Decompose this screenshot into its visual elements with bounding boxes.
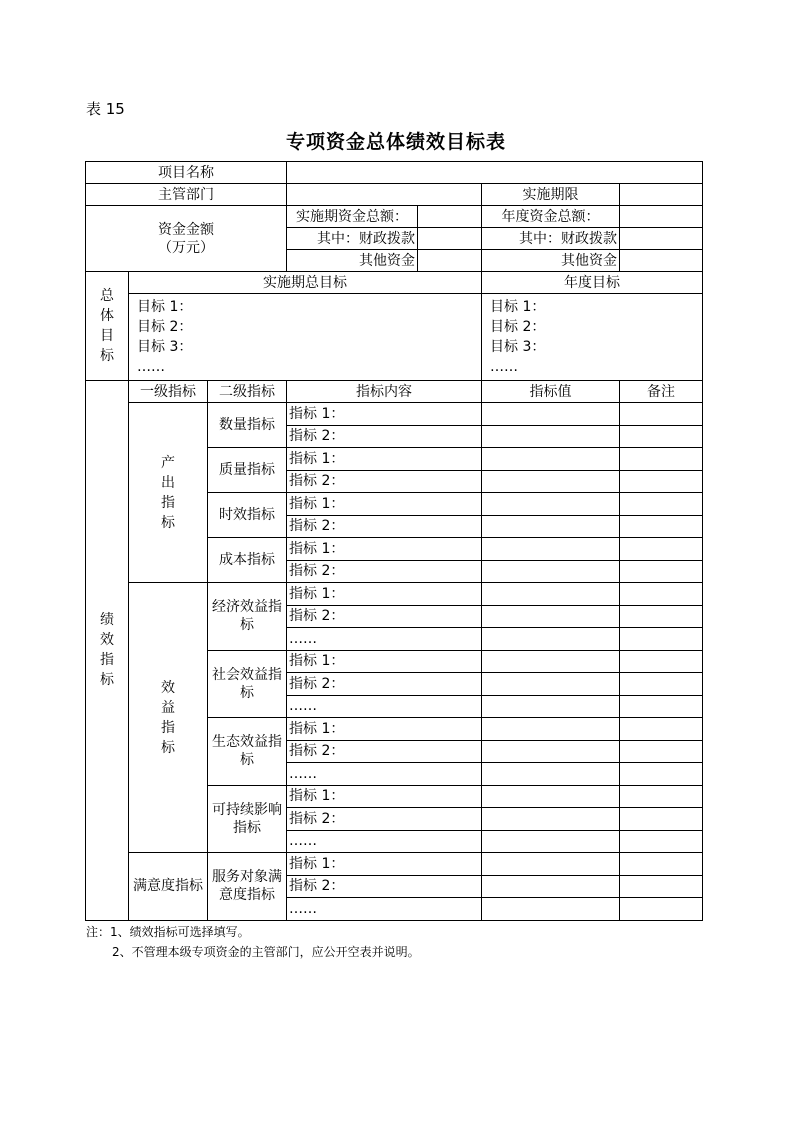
indicator-value-cell[interactable]: [482, 673, 620, 696]
indicator-content-cell[interactable]: 指标 2：: [287, 560, 482, 583]
indicator-value-cell[interactable]: [482, 830, 620, 853]
indicator-content-cell[interactable]: 指标 2：: [287, 673, 482, 696]
table-number: 表 15: [86, 100, 125, 118]
period-label: 实施期限: [482, 184, 620, 206]
goal-item: ……: [490, 359, 519, 375]
indicator-content-cell[interactable]: ……: [287, 695, 482, 718]
indicator-value-cell[interactable]: [482, 785, 620, 808]
funds-unit-text: （万元）: [158, 239, 214, 256]
funds-label-text: 资金金额: [158, 221, 214, 238]
indicator-value-cell[interactable]: [482, 650, 620, 673]
indicator-content-cell[interactable]: 指标 1：: [287, 448, 482, 471]
indicator-value-cell[interactable]: [482, 583, 620, 606]
other-funds-value-annual[interactable]: [620, 250, 703, 272]
service-satisfaction-indicator: 服务对象满意度指标: [208, 853, 287, 921]
indicator-remark-cell[interactable]: [620, 695, 703, 718]
indicator-remark-cell[interactable]: [620, 785, 703, 808]
goal-item: 目标 1：: [490, 299, 546, 315]
indicator-value-cell[interactable]: [482, 740, 620, 763]
department-label: 主管部门: [86, 184, 287, 206]
performance-indicators-label: 绩效指标: [86, 381, 129, 921]
social-benefit-indicator: 社会效益指标: [208, 650, 287, 718]
other-funds-label-annual: 其他资金: [482, 250, 620, 272]
overall-goals-label: 总体目标: [86, 272, 129, 381]
indicator-remark-cell[interactable]: [620, 425, 703, 448]
period-goals-cell[interactable]: [129, 294, 482, 381]
footnote-line-1: 注：1、绩效指标可选择填写。: [86, 925, 250, 939]
indicator-value-cell[interactable]: [482, 425, 620, 448]
indicator-value-cell[interactable]: [482, 628, 620, 651]
indicator-value-cell[interactable]: [482, 605, 620, 628]
indicator-content-cell[interactable]: 指标 2：: [287, 808, 482, 831]
indicator-remark-cell[interactable]: [620, 605, 703, 628]
goal-item: ……: [137, 359, 165, 375]
indicator-value-cell[interactable]: [482, 560, 620, 583]
indicator-remark-cell[interactable]: [620, 650, 703, 673]
project-name-label: 项目名称: [86, 162, 287, 184]
fiscal-funds-value-annual[interactable]: [620, 228, 703, 250]
content-header: 指标内容: [287, 381, 482, 403]
goal-item: 目标 2：: [490, 319, 546, 335]
indicator-content-cell[interactable]: ……: [287, 830, 482, 853]
indicator-remark-cell[interactable]: [620, 740, 703, 763]
output-indicators-group: 产出指标: [129, 403, 208, 583]
period-value[interactable]: [620, 184, 703, 206]
performance-goal-table: [85, 161, 703, 921]
indicator-content-cell[interactable]: 指标 2：: [287, 515, 482, 538]
indicator-remark-cell[interactable]: [620, 853, 703, 876]
indicator-value-cell[interactable]: [482, 875, 620, 898]
department-value[interactable]: [287, 184, 482, 206]
cost-indicator: 成本指标: [208, 538, 287, 583]
indicator-value-cell[interactable]: [482, 898, 620, 921]
annual-funds-value[interactable]: [620, 206, 703, 228]
footnote-line-2: 2、不管理本级专项资金的主管部门，应公开空表并说明。: [112, 945, 420, 959]
indicator-value-cell[interactable]: [482, 695, 620, 718]
indicator-remark-cell[interactable]: [620, 470, 703, 493]
indicator-content-cell[interactable]: 指标 1：: [287, 538, 482, 561]
indicator-value-cell[interactable]: [482, 718, 620, 741]
timeliness-indicator: 时效指标: [208, 493, 287, 538]
period-goal-header: 实施期总目标: [129, 272, 482, 294]
indicator-value-cell[interactable]: [482, 470, 620, 493]
funds-label: [86, 206, 287, 272]
indicator-remark-cell[interactable]: [620, 515, 703, 538]
indicator-value-cell[interactable]: [482, 403, 620, 426]
annual-goal-header: 年度目标: [482, 272, 703, 294]
fiscal-funds-value-period[interactable]: [418, 228, 482, 250]
indicator-content-cell[interactable]: 指标 1：: [287, 718, 482, 741]
goal-item: 目标 2：: [137, 319, 193, 335]
indicator-remark-cell[interactable]: [620, 830, 703, 853]
indicator-content-cell[interactable]: ……: [287, 898, 482, 921]
indicator-content-cell[interactable]: 指标 2：: [287, 425, 482, 448]
annual-goals-cell[interactable]: [482, 294, 703, 381]
level1-header: 一级指标: [129, 381, 208, 403]
benefit-indicators-group: 效益指标: [129, 583, 208, 853]
indicator-value-cell[interactable]: [482, 448, 620, 471]
economic-benefit-indicator: 经济效益指标: [208, 583, 287, 651]
other-funds-label-period: 其他资金: [287, 250, 418, 272]
total-period-funds-value[interactable]: [418, 206, 482, 228]
indicator-content-cell[interactable]: 指标 1：: [287, 493, 482, 516]
indicator-remark-cell[interactable]: [620, 583, 703, 606]
indicator-content-cell[interactable]: 指标 1：: [287, 785, 482, 808]
document-title: 专项资金总体绩效目标表: [285, 131, 506, 153]
indicator-content-cell[interactable]: ……: [287, 628, 482, 651]
indicator-remark-cell[interactable]: [620, 673, 703, 696]
indicator-content-cell[interactable]: 指标 2：: [287, 875, 482, 898]
indicator-remark-cell[interactable]: [620, 493, 703, 516]
quality-indicator: 质量指标: [208, 448, 287, 493]
indicator-content-cell[interactable]: 指标 1：: [287, 853, 482, 876]
indicator-remark-cell[interactable]: [620, 403, 703, 426]
fiscal-funds-label-period: 其中：财政拨款: [287, 228, 418, 250]
indicator-value-cell[interactable]: [482, 538, 620, 561]
ecological-benefit-indicator: 生态效益指标: [208, 718, 287, 786]
indicator-content-cell[interactable]: 指标 1：: [287, 583, 482, 606]
indicator-content-cell[interactable]: 指标 2：: [287, 740, 482, 763]
indicator-value-cell[interactable]: [482, 763, 620, 786]
indicator-remark-cell[interactable]: [620, 875, 703, 898]
indicator-value-cell[interactable]: [482, 493, 620, 516]
indicator-content-cell[interactable]: 指标 1：: [287, 650, 482, 673]
indicator-content-cell[interactable]: ……: [287, 763, 482, 786]
goal-item: 目标 1：: [137, 299, 193, 315]
indicator-remark-cell[interactable]: [620, 898, 703, 921]
indicator-value-cell[interactable]: [482, 853, 620, 876]
indicator-content-cell[interactable]: 指标 1：: [287, 403, 482, 426]
value-header: 指标值: [482, 381, 620, 403]
footnotes: [86, 922, 420, 962]
indicator-value-cell[interactable]: [482, 808, 620, 831]
indicator-remark-cell[interactable]: [620, 763, 703, 786]
other-funds-value-period[interactable]: [418, 250, 482, 272]
annual-funds-label: 年度资金总额：: [482, 206, 620, 228]
sustainability-indicator: 可持续影响指标: [208, 785, 287, 853]
indicator-remark-cell[interactable]: [620, 718, 703, 741]
indicator-content-cell[interactable]: 指标 2：: [287, 470, 482, 493]
indicator-remark-cell[interactable]: [620, 538, 703, 561]
indicator-value-cell[interactable]: [482, 515, 620, 538]
indicator-remark-cell[interactable]: [620, 628, 703, 651]
quantity-indicator: 数量指标: [208, 403, 287, 448]
remark-header: 备注: [620, 381, 703, 403]
goal-item: 目标 3：: [137, 339, 193, 355]
fiscal-funds-label-annual: 其中：财政拨款: [482, 228, 620, 250]
satisfaction-indicators-group: 满意度指标: [129, 853, 208, 921]
project-name-value[interactable]: [287, 162, 703, 184]
indicator-remark-cell[interactable]: [620, 560, 703, 583]
indicator-remark-cell[interactable]: [620, 808, 703, 831]
level2-header: 二级指标: [208, 381, 287, 403]
total-period-funds-label: 实施期资金总额：: [287, 206, 418, 228]
indicator-content-cell[interactable]: 指标 2：: [287, 605, 482, 628]
indicator-remark-cell[interactable]: [620, 448, 703, 471]
goal-item: 目标 3：: [490, 339, 546, 355]
